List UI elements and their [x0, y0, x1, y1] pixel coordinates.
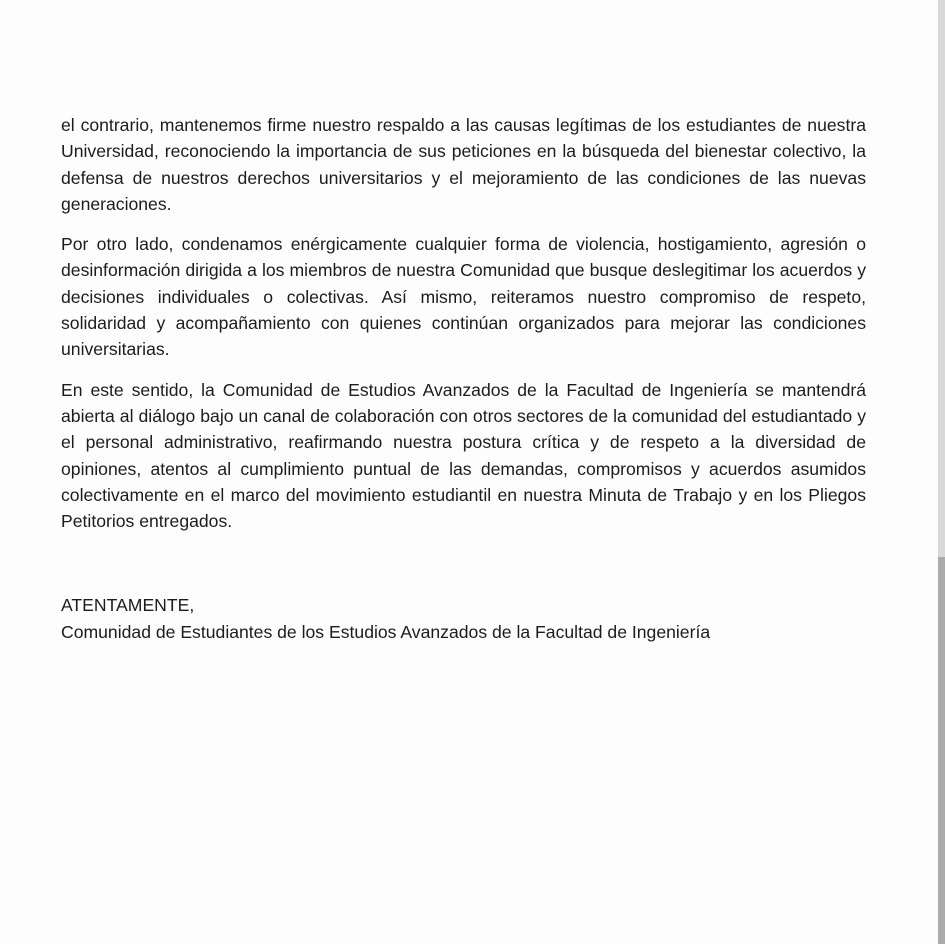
paragraph-condemnation: Por otro lado, condenamos enérgicamente cualquier forma de violencia, hostigamiento, agresión o desinformación dirigida a los miembros de nuestra Comunidad que busque deslegitimar los acuerdos y decisiones individuales o colectivas. Así mismo, reiteramos nuestro compromiso de respeto, solidaridad y acompañamiento con quienes continúan organizados para mejorar las condiciones universitarias. — [61, 234, 866, 360]
signature: Comunidad de Estudiantes de los Estudios Avanzados de la Facultad de Ingeniería — [61, 622, 711, 642]
closing-salutation: ATENTAMENTE, — [61, 595, 195, 615]
closing-block — [61, 592, 710, 646]
paragraph-dialogue: En este sentido, la Comunidad de Estudios Avanzados de la Facultad de Ingeniería se mantendrá abierta al diálogo bajo un canal de colaboración con otros sectores de la comunidad del estudiantado y el personal administrativo, reafirmando nuestra postura crítica y de respeto a la diversidad de opiniones, atentos al cumplimiento puntual de las demandas, compromisos y acuerdos asumidos colectivamente en el marco del movimiento estudiantil en nuestra Minuta de Trabajo y en los Pliegos Petitorios entregados. — [61, 379, 866, 532]
paragraph-support: el contrario, mantenemos firme nuestro respaldo a las causas legítimas de los estudiantes de nuestra Universidad, reconociendo la importancia de sus peticiones en la búsqueda del bienestar colectivo, la defensa de nuestros derechos universitarios y el mejoramiento de las condiciones de las nuevas generaciones. — [61, 115, 866, 214]
vertical-scrollbar-thumb[interactable] — [938, 557, 945, 944]
document-body — [61, 112, 866, 548]
